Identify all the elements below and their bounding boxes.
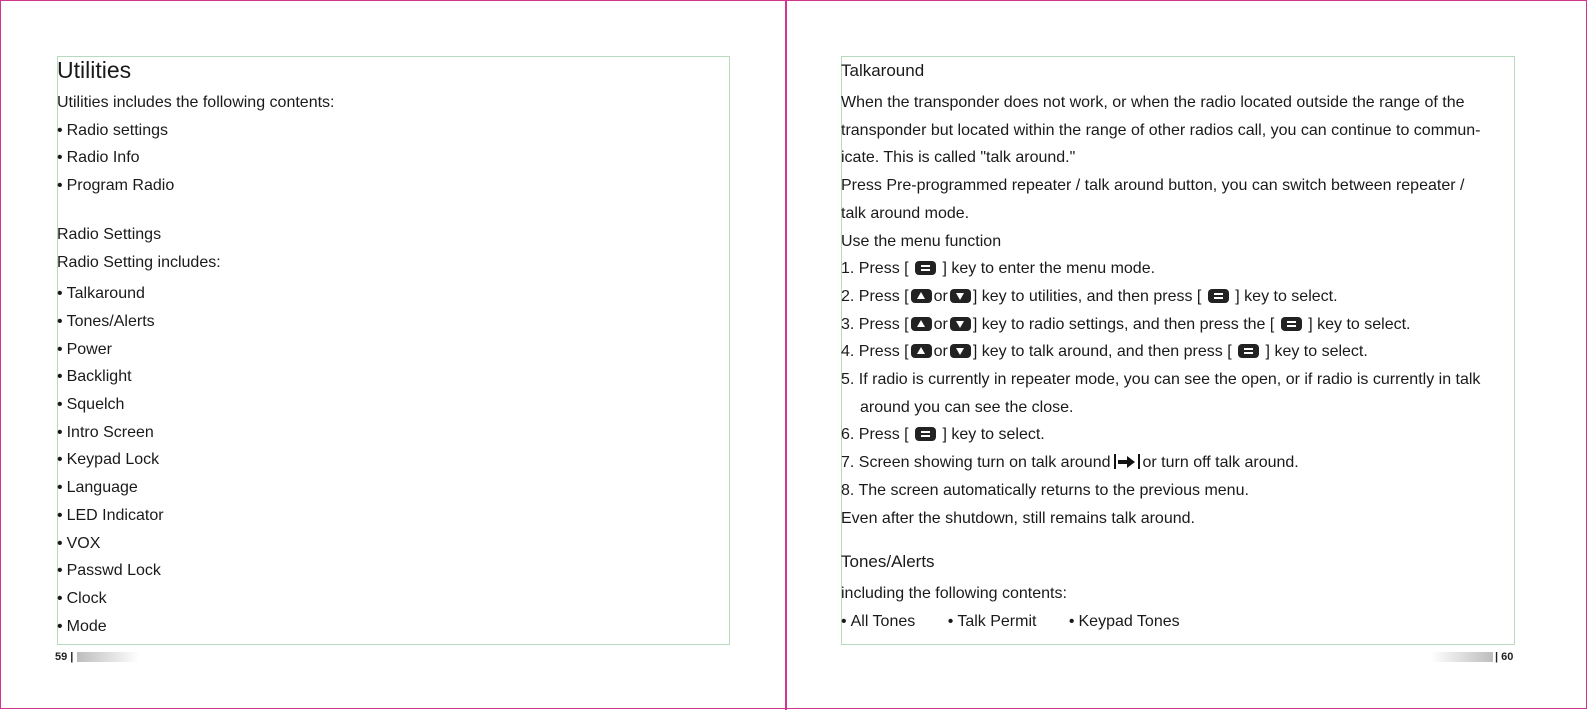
- folio-gradient-bar: [77, 652, 139, 662]
- list-item: • Talk Permit: [948, 613, 1037, 630]
- up-arrow-key-icon: [911, 344, 932, 358]
- menu-key-icon: [1208, 289, 1229, 303]
- page-59: [1, 1, 785, 710]
- list-item: • Keypad Lock: [57, 446, 729, 474]
- step-text: ] key to radio settings, and then press the [: [972, 315, 1275, 333]
- closing-note: Even after the shutdown, still remains talk around.: [841, 509, 1195, 527]
- menu-key-icon: [1238, 344, 1259, 358]
- list-item: • Intro Screen: [57, 419, 729, 447]
- step-1: [841, 255, 1516, 283]
- list-item: • Keypad Tones: [1069, 613, 1180, 630]
- menu-key-icon: [1281, 317, 1302, 331]
- radio-settings-heading: Radio Settings: [57, 225, 162, 243]
- page-60: [787, 1, 1587, 710]
- step-text: 7. Screen showing turn on talk around: [841, 454, 1111, 472]
- talkaround-section: [841, 57, 1516, 636]
- step-2: [841, 283, 1516, 311]
- page-number-text: 60: [1501, 651, 1514, 663]
- step-text: 3. Press [: [841, 315, 909, 333]
- step-text: or: [933, 315, 948, 333]
- down-arrow-key-icon: [950, 289, 971, 303]
- paragraph-line: When the transponder does not work, or when the radio located outside the range of the: [841, 94, 1465, 111]
- step-text: or: [933, 287, 948, 305]
- list-item: • Clock: [57, 585, 729, 613]
- paragraph-line: transponder but located within the range of other radios call, you can continue to commun-: [841, 121, 1481, 139]
- step-text: ] key to select.: [1235, 287, 1338, 305]
- paragraph-line: Press Pre-programmed repeater / talk around button, you can switch between repeater /: [841, 177, 1465, 195]
- utilities-list: [57, 117, 729, 200]
- step-6: [841, 421, 1516, 449]
- step-text: ] key to select.: [1308, 315, 1411, 333]
- tones-intro: including the following contents:: [841, 585, 1067, 603]
- list-item: • Radio Info: [57, 144, 729, 172]
- down-arrow-key-icon: [950, 344, 971, 358]
- up-arrow-key-icon: [911, 317, 932, 331]
- menu-key-icon: [915, 261, 936, 275]
- step-text: 4. Press [: [841, 343, 909, 361]
- list-item: • Talkaround: [57, 280, 729, 308]
- menu-key-icon: [915, 427, 936, 441]
- step-3: [841, 311, 1516, 339]
- list-item: • Squelch: [57, 391, 729, 419]
- step-text: ] key to utilities, and then press [: [972, 287, 1202, 305]
- list-item: • Backlight: [57, 363, 729, 391]
- up-arrow-key-icon: [911, 289, 932, 303]
- step-text: ] key to talk around, and then press [: [972, 343, 1232, 361]
- menu-intro: Use the menu function: [841, 232, 1002, 250]
- step-8: 8. The screen automatically returns to the previous menu.: [841, 481, 1249, 499]
- step-text: 2. Press [: [841, 287, 909, 305]
- down-arrow-key-icon: [950, 317, 971, 331]
- list-item: • LED Indicator: [57, 502, 729, 530]
- utilities-title: Utilities: [57, 57, 132, 83]
- list-item: • Language: [57, 474, 729, 502]
- list-item: • Radio settings: [57, 117, 729, 145]
- radio-settings-list: [57, 280, 729, 640]
- step-7: [841, 449, 1516, 477]
- list-item: • Power: [57, 336, 729, 364]
- tones-alerts-heading: Tones/Alerts: [841, 552, 935, 572]
- step-5-continued: around you can see the close.: [860, 398, 1074, 416]
- step-text: 6. Press [: [841, 426, 909, 444]
- utilities-intro: Utilities includes the following contents:: [57, 94, 335, 111]
- step-text: or: [933, 343, 948, 361]
- list-item: • Tones/Alerts: [57, 308, 729, 336]
- list-item: • VOX: [57, 530, 729, 558]
- step-4: [841, 338, 1516, 366]
- talkaround-arrow-icon: [1114, 454, 1140, 469]
- folio-gradient-bar: [1431, 652, 1493, 662]
- talkaround-title: Talkaround: [841, 61, 925, 80]
- list-item: • Passwd Lock: [57, 557, 729, 585]
- step-5: 5. If radio is currently in repeater mode, you can see the open, or if radio is currently in talk: [841, 371, 1481, 389]
- paragraph-line: icate. This is called "talk around.": [841, 149, 1076, 167]
- utilities-section: [57, 57, 729, 640]
- page-number: 59 |: [55, 651, 74, 663]
- step-text: ] key to enter the menu mode.: [942, 260, 1156, 278]
- paragraph-line: talk around mode.: [841, 204, 970, 222]
- step-text: 1. Press [: [841, 260, 909, 278]
- step-text: ] key to select.: [942, 426, 1045, 444]
- list-item: • Program Radio: [57, 172, 729, 200]
- list-item: • Mode: [57, 613, 729, 641]
- page-number: | 60: [1495, 651, 1514, 663]
- tones-list: [841, 608, 1516, 636]
- radio-settings-intro: Radio Setting includes:: [57, 253, 221, 271]
- list-item: • All Tones: [841, 613, 915, 630]
- step-text: ] key to select.: [1265, 343, 1368, 361]
- step-text: or turn off talk around.: [1142, 454, 1299, 472]
- page-number-text: 59: [55, 651, 68, 663]
